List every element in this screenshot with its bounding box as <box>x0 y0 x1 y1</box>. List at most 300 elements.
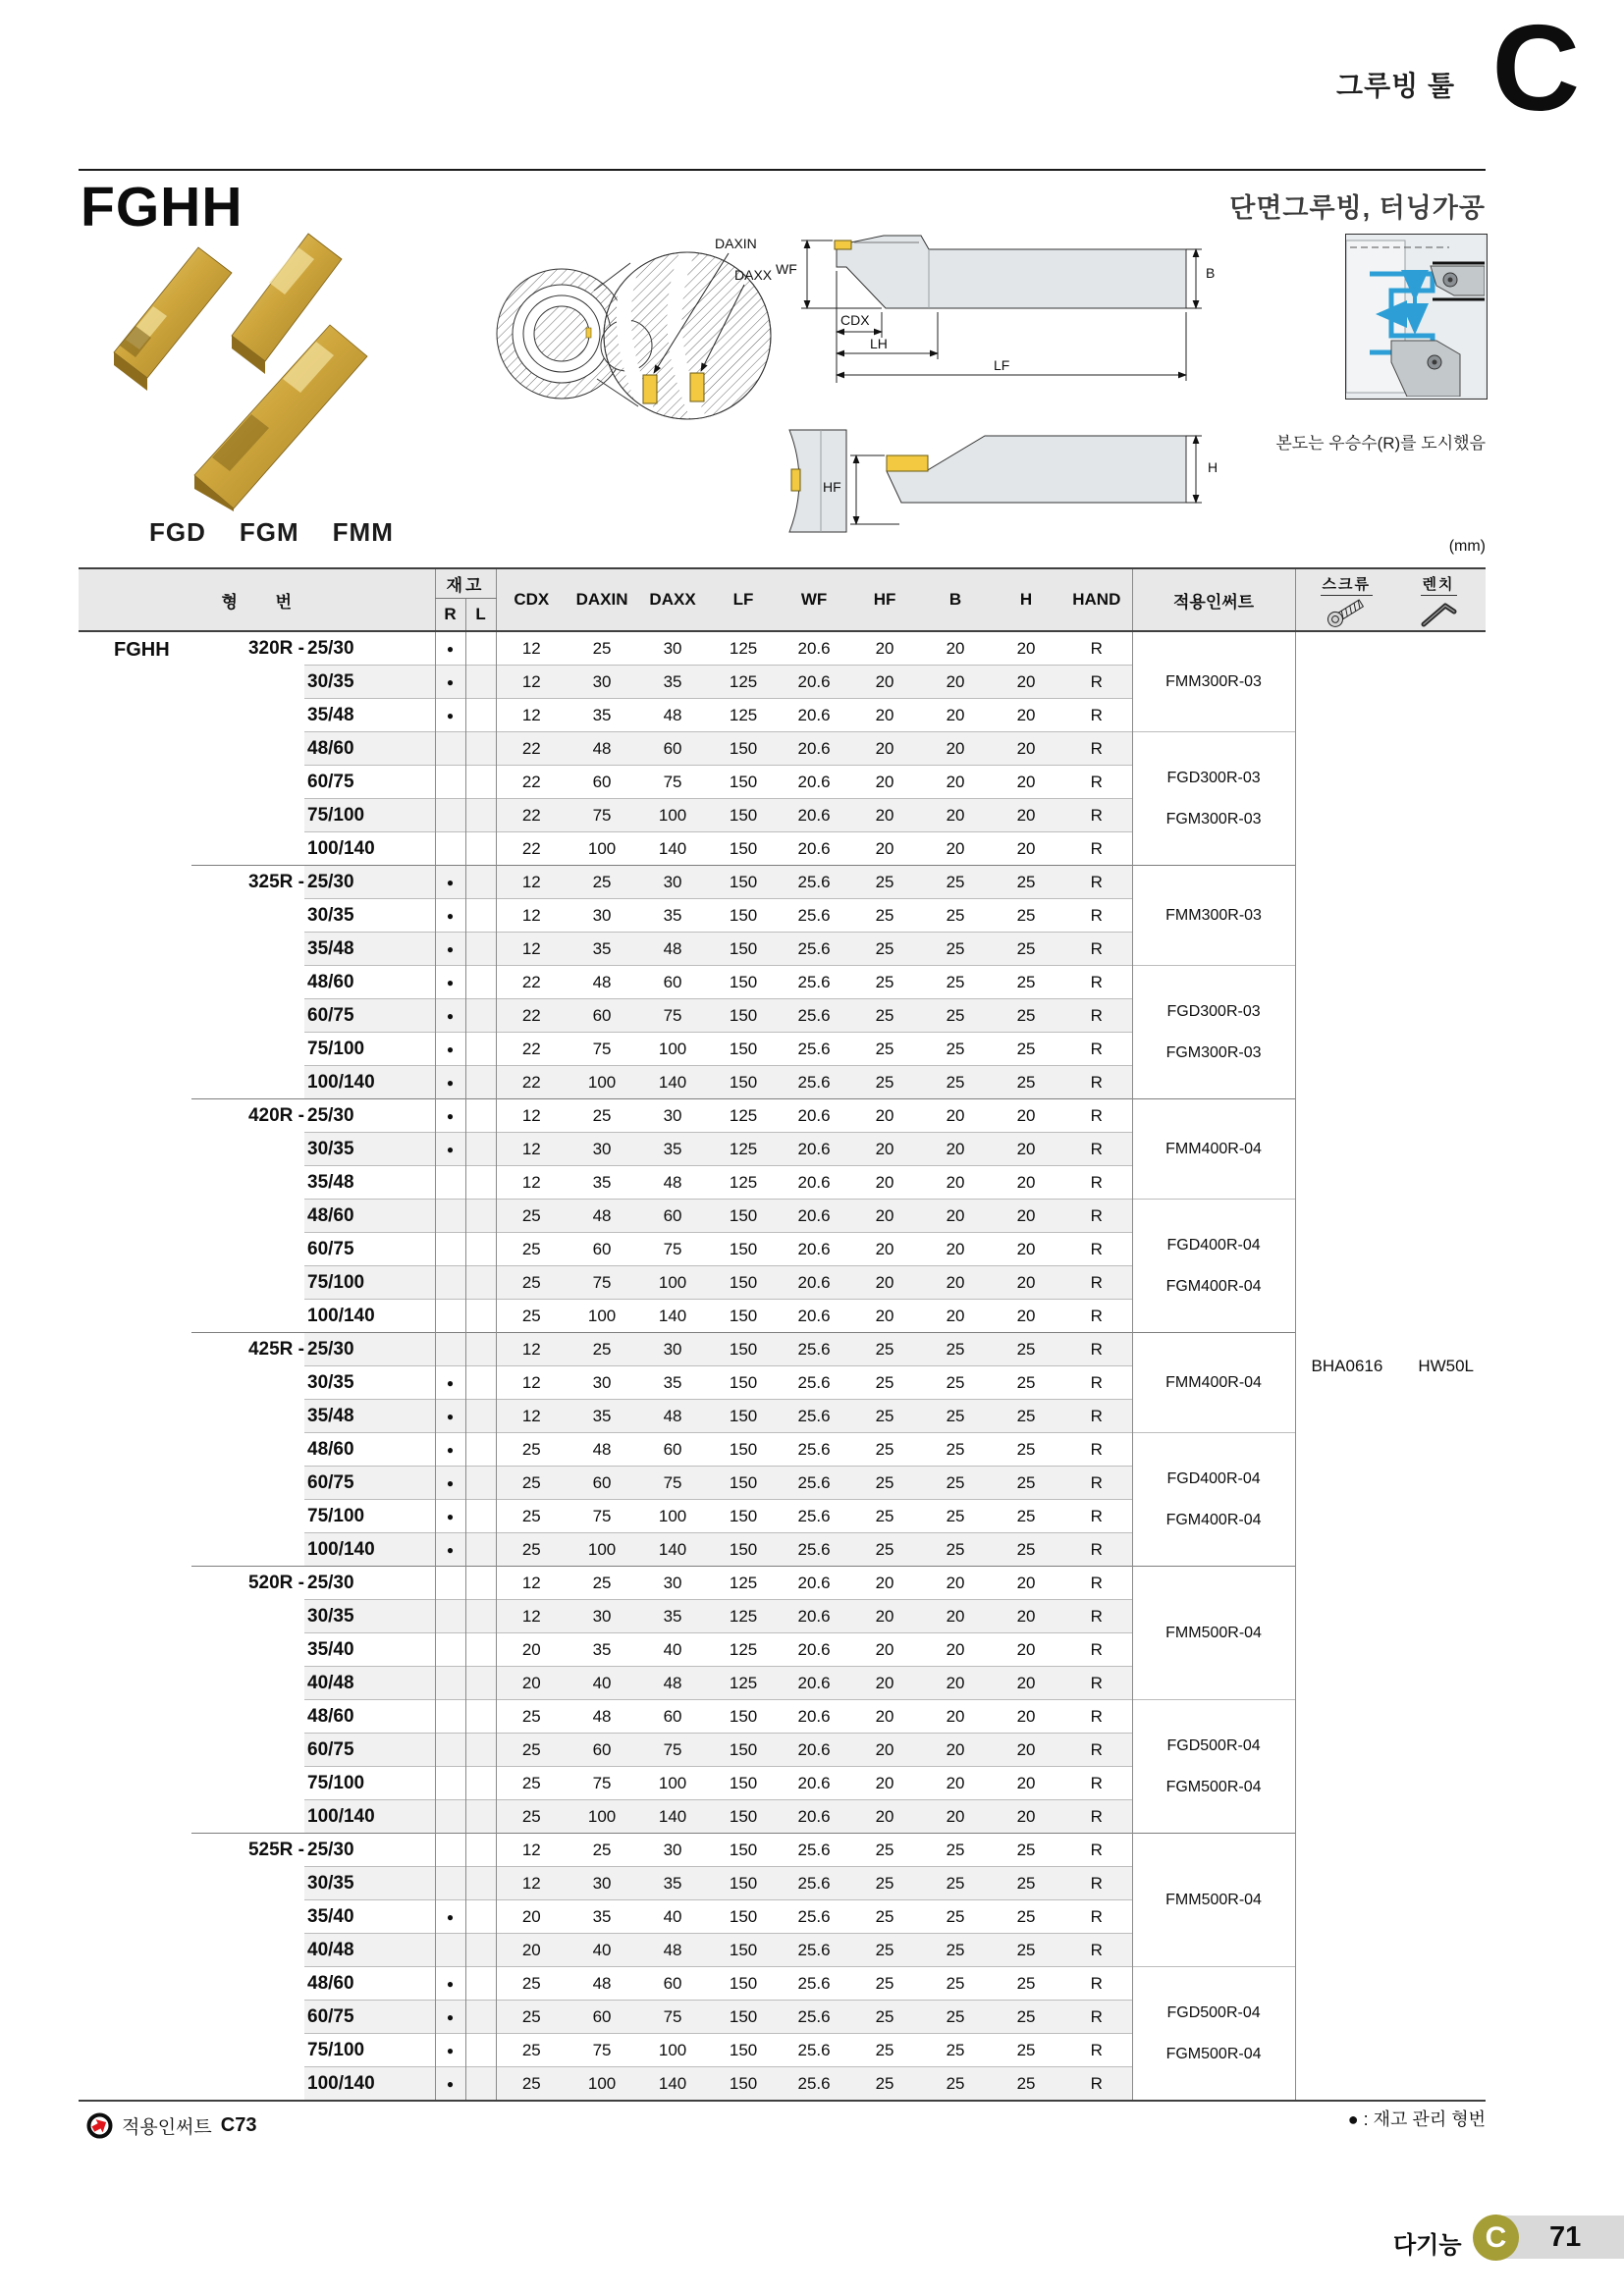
cell-lf: 150 <box>708 1734 779 1767</box>
application-illustration <box>1346 235 1485 397</box>
cell-h: 25 <box>991 899 1061 933</box>
cell-hf: 20 <box>849 1734 920 1767</box>
cell-daxin: 75 <box>567 1266 637 1300</box>
cell-hf: 25 <box>849 933 920 966</box>
category-tab-letter: C <box>1491 1 1577 136</box>
cell-cdx: 22 <box>496 1033 567 1066</box>
cell-wf: 25.6 <box>779 1934 849 1967</box>
cell-daxin: 25 <box>567 1567 637 1600</box>
stock-r-cell: ● <box>435 999 465 1033</box>
stock-r-cell: ● <box>435 899 465 933</box>
cell-hf: 25 <box>849 999 920 1033</box>
size-label: 100/140 <box>304 1533 435 1567</box>
cell-b: 20 <box>920 1300 991 1333</box>
cell-cdx: 22 <box>496 966 567 999</box>
screw-label: 스크류 <box>1321 573 1373 596</box>
insert-name: FGD300R-03 <box>1166 769 1261 786</box>
cell-hand: R <box>1061 766 1132 799</box>
cell-daxin: 48 <box>567 732 637 766</box>
insert-name: FGM500R-04 <box>1165 2045 1262 2062</box>
cell-wf: 20.6 <box>779 699 849 732</box>
screw-icon <box>1324 598 1369 627</box>
cell-daxin: 100 <box>567 832 637 866</box>
cell-wf: 20.6 <box>779 1667 849 1700</box>
cell-daxx: 30 <box>637 1333 708 1366</box>
cell-cdx: 25 <box>496 1700 567 1734</box>
cell-hf: 20 <box>849 1233 920 1266</box>
dim-label-lh: LH <box>870 336 888 351</box>
cell-cdx: 20 <box>496 1667 567 1700</box>
stock-r-cell: ● <box>435 631 465 666</box>
cell-h: 20 <box>991 666 1061 699</box>
cell-cdx: 25 <box>496 1300 567 1333</box>
stock-l-cell <box>465 2001 496 2034</box>
cell-h: 20 <box>991 1300 1061 1333</box>
cell-hf: 25 <box>849 1433 920 1467</box>
insert-ref <box>1132 1433 1295 1567</box>
insert-ref <box>1132 1834 1295 1967</box>
cell-b: 25 <box>920 899 991 933</box>
cell-wf: 25.6 <box>779 2067 849 2102</box>
cell-daxx: 60 <box>637 1700 708 1734</box>
cell-lf: 150 <box>708 966 779 999</box>
stock-r-cell <box>435 1700 465 1734</box>
stock-l-cell <box>465 1133 496 1166</box>
cell-hf: 20 <box>849 766 920 799</box>
cell-cdx: 12 <box>496 1400 567 1433</box>
insert-ref <box>1132 1099 1295 1200</box>
stock-r-cell <box>435 832 465 866</box>
cell-hand: R <box>1061 1233 1132 1266</box>
stock-r-cell <box>435 1867 465 1900</box>
cell-hf: 20 <box>849 1200 920 1233</box>
cell-wf: 20.6 <box>779 1734 849 1767</box>
cell-lf: 125 <box>708 699 779 732</box>
cell-h: 25 <box>991 1500 1061 1533</box>
cell-lf: 125 <box>729 638 758 658</box>
cell-cdx: 12 <box>496 666 567 699</box>
stock-r-cell <box>435 1333 465 1366</box>
insert-ref <box>1132 966 1295 1099</box>
cell-hf: 25 <box>849 1834 920 1867</box>
cell-h: 20 <box>991 1567 1061 1600</box>
cell-wf: 25.6 <box>779 1834 849 1867</box>
cell-daxin: 60 <box>567 2001 637 2034</box>
cell-cdx: 25 <box>496 1533 567 1567</box>
size-label: 100/140 <box>304 1800 435 1834</box>
stock-l-cell <box>465 1734 496 1767</box>
cell-hand: R <box>1061 1734 1132 1767</box>
cell-hand: R <box>1061 1800 1132 1834</box>
size-label: 60/75 <box>304 1734 435 1767</box>
insert-name: FGD400R-04 <box>1166 1236 1261 1254</box>
cell-h: 20 <box>991 1233 1061 1266</box>
stock-l-cell <box>465 1166 496 1200</box>
cell-daxx: 100 <box>637 1500 708 1533</box>
stock-r-cell: ● <box>435 1066 465 1099</box>
cell-cdx: 25 <box>496 1500 567 1533</box>
size-label: 100/140 <box>304 832 435 866</box>
cell-hand: R <box>1061 1533 1132 1567</box>
size-label: 48/60 <box>304 1967 435 2001</box>
cell-cdx: 25 <box>496 1200 567 1233</box>
stock-l-cell <box>465 1300 496 1333</box>
stock-l-cell <box>465 666 496 699</box>
cell-daxx: 35 <box>637 899 708 933</box>
cell-hf: 25 <box>849 1366 920 1400</box>
cell-h: 25 <box>991 1867 1061 1900</box>
cell-daxx: 140 <box>637 1800 708 1834</box>
col-header-hand: HAND <box>1061 568 1132 631</box>
cell-h: 25 <box>991 933 1061 966</box>
size-label: 48/60 <box>304 1700 435 1734</box>
stock-r-cell: ● <box>435 2001 465 2034</box>
cell-b: 20 <box>920 1633 991 1667</box>
cell-b: 20 <box>920 1166 991 1200</box>
stock-l-cell <box>465 866 496 899</box>
cell-wf: 20.6 <box>779 1600 849 1633</box>
size-label: 75/100 <box>304 1033 435 1066</box>
stock-r-cell <box>435 1233 465 1266</box>
cell-lf: 150 <box>708 1900 779 1934</box>
cell-h: 25 <box>991 1333 1061 1366</box>
cell-daxin: 75 <box>567 2034 637 2067</box>
cell-cdx: 25 <box>496 1800 567 1834</box>
cell-lf: 125 <box>708 1567 779 1600</box>
cell-lf: 125 <box>708 1667 779 1700</box>
cell-b: 20 <box>920 1800 991 1834</box>
insert-name: FGD500R-04 <box>1166 2003 1261 2021</box>
cell-b: 20 <box>920 1200 991 1233</box>
size-label: 25/30 <box>304 866 435 899</box>
stock-l-cell <box>465 1967 496 2001</box>
cell-b: 20 <box>920 799 991 832</box>
cell-h: 25 <box>991 1467 1061 1500</box>
stock-l-cell <box>465 1567 496 1600</box>
cell-daxx: 35 <box>637 1867 708 1900</box>
cell-hand: R <box>1061 1467 1132 1500</box>
cell-b: 25 <box>920 2067 991 2102</box>
stock-l-cell <box>465 1500 496 1533</box>
cell-daxin: 75 <box>567 1767 637 1800</box>
cell-wf: 25.6 <box>779 1900 849 1934</box>
cell-cdx: 22 <box>496 732 567 766</box>
cell-cdx: 22 <box>496 999 567 1033</box>
series-fmm: FMM <box>332 517 394 547</box>
cell-h: 25 <box>991 2034 1061 2067</box>
cell-cdx: 20 <box>496 1900 567 1934</box>
cell-hand: R <box>1061 2034 1132 2067</box>
cell-daxin: 25 <box>592 638 612 658</box>
size-label: 48/60 <box>304 732 435 766</box>
cell-hf: 25 <box>849 1533 920 1567</box>
cell-b: 20 <box>920 766 991 799</box>
cell-daxx: 48 <box>637 1934 708 1967</box>
stock-l-cell <box>465 999 496 1033</box>
cell-hand: R <box>1061 1333 1132 1366</box>
dim-label-daxx: DAXX <box>734 267 773 283</box>
cell-lf: 150 <box>708 2034 779 2067</box>
cell-wf: 20.6 <box>779 1133 849 1166</box>
cell-lf: 150 <box>708 1500 779 1533</box>
dim-label-h: H <box>1208 459 1218 475</box>
stock-l-cell <box>465 1333 496 1366</box>
stock-l-cell <box>465 1867 496 1900</box>
cell-hf: 20 <box>849 1567 920 1600</box>
cell-b: 20 <box>920 1567 991 1600</box>
stock-l-cell <box>465 1433 496 1467</box>
cell-hf: 25 <box>849 1400 920 1433</box>
stock-note: ● : 재고 관리 형번 <box>1347 2109 1486 2129</box>
group-label: 520R - <box>191 1567 304 1834</box>
cell-lf: 150 <box>708 1800 779 1834</box>
insert-ref <box>1132 1333 1295 1433</box>
cell-daxx: 140 <box>637 832 708 866</box>
cell-lf: 150 <box>708 732 779 766</box>
cell-lf: 150 <box>708 933 779 966</box>
stock-l-cell <box>465 832 496 866</box>
cell-h: 20 <box>991 799 1061 832</box>
cell-daxin: 60 <box>567 1734 637 1767</box>
cell-b: 20 <box>920 1266 991 1300</box>
size-label: 40/48 <box>304 1667 435 1700</box>
stock-l-cell <box>465 1467 496 1500</box>
stock-r-cell: ● <box>435 2034 465 2067</box>
size-label: 35/48 <box>304 699 435 732</box>
cell-lf: 150 <box>708 1266 779 1300</box>
cell-b: 25 <box>920 1333 991 1366</box>
cell-hf: 20 <box>849 1133 920 1166</box>
cell-h: 20 <box>991 766 1061 799</box>
wrench-icon <box>1416 598 1461 627</box>
stock-l-cell <box>465 1099 496 1133</box>
cell-daxx: 60 <box>637 966 708 999</box>
cell-cdx: 22 <box>496 766 567 799</box>
cell-wf: 25.6 <box>779 1333 849 1366</box>
cell-lf: 125 <box>708 1133 779 1166</box>
cell-b: 25 <box>920 1867 991 1900</box>
cell-hf: 20 <box>849 832 920 866</box>
cell-wf: 20.6 <box>779 1633 849 1667</box>
cell-b: 25 <box>920 1900 991 1934</box>
cell-b: 20 <box>920 699 991 732</box>
group-label: 325R - <box>191 866 304 1099</box>
insert-ref <box>1132 1700 1295 1834</box>
cell-h: 20 <box>991 1099 1061 1133</box>
stock-l-cell <box>465 1533 496 1567</box>
stock-r-cell: ● <box>435 1500 465 1533</box>
cell-daxx: 75 <box>637 999 708 1033</box>
cell-b: 25 <box>920 1500 991 1533</box>
stock-r-cell: ● <box>435 1433 465 1467</box>
cell-cdx: 12 <box>496 899 567 933</box>
screw-value: BHA0616 <box>1311 1356 1383 1375</box>
cell-cdx: 25 <box>496 1967 567 2001</box>
cell-hand: R <box>1061 899 1132 933</box>
cell-daxin: 60 <box>567 766 637 799</box>
cell-cdx: 22 <box>496 799 567 832</box>
cell-lf: 150 <box>708 1300 779 1333</box>
size-label: 40/48 <box>304 1934 435 1967</box>
stock-r-cell: ● <box>435 1033 465 1066</box>
cell-daxin: 30 <box>567 1600 637 1633</box>
cell-daxx: 75 <box>637 1233 708 1266</box>
stock-r-cell <box>435 1300 465 1333</box>
cell-daxin: 30 <box>567 1867 637 1900</box>
cell-hand: R <box>1061 866 1132 899</box>
cell-h: 20 <box>991 1266 1061 1300</box>
cell-hand: R <box>1061 1834 1132 1867</box>
cell-hand: R <box>1090 638 1103 658</box>
cell-daxin: 100 <box>567 1533 637 1567</box>
cell-lf: 125 <box>708 666 779 699</box>
cell-h: 20 <box>991 1667 1061 1700</box>
cell-cdx: 25 <box>496 1734 567 1767</box>
series-fgd: FGD <box>149 517 206 547</box>
cell-daxin: 40 <box>567 1934 637 1967</box>
cell-daxin: 48 <box>567 1967 637 2001</box>
cell-hand: R <box>1061 1867 1132 1900</box>
size-label: 35/40 <box>304 1633 435 1667</box>
dim-label-daxin: DAXIN <box>715 236 757 251</box>
cell-hf: 25 <box>849 1867 920 1900</box>
cell-lf: 150 <box>708 1967 779 2001</box>
size-label: 75/100 <box>304 1767 435 1800</box>
cell-hf: 25 <box>849 1967 920 2001</box>
cell-hand: R <box>1061 666 1132 699</box>
cell-hand: R <box>1061 1200 1132 1233</box>
wrench-value: HW50L <box>1418 1356 1475 1375</box>
cell-lf: 150 <box>708 799 779 832</box>
insert-ref <box>1132 1967 1295 2102</box>
cell-daxx: 140 <box>637 1066 708 1099</box>
dim-label-wf: WF <box>776 261 797 277</box>
size-label: 60/75 <box>304 1467 435 1500</box>
stock-l-cell <box>465 1200 496 1233</box>
stock-r-cell: ● <box>435 1967 465 2001</box>
insert-ref <box>1132 631 1295 732</box>
cell-cdx: 12 <box>496 631 567 666</box>
cell-hand: R <box>1061 1033 1132 1066</box>
cell-hand: R <box>1061 1266 1132 1300</box>
cell-b: 20 <box>920 1700 991 1734</box>
cell-wf: 25.6 <box>779 1366 849 1400</box>
cell-wf: 25.6 <box>779 1467 849 1500</box>
cell-daxin: 30 <box>567 1366 637 1400</box>
cell-wf: 25.6 <box>779 966 849 999</box>
cell-daxx: 48 <box>637 1166 708 1200</box>
cell-wf: 25.6 <box>779 866 849 899</box>
cell-daxx: 48 <box>637 1667 708 1700</box>
cell-wf: 20.6 <box>779 1300 849 1333</box>
cell-wf: 25.6 <box>779 1967 849 2001</box>
stock-r-cell: ● <box>435 1900 465 1934</box>
cell-wf: 25.6 <box>779 933 849 966</box>
col-header-stock-l: L <box>465 598 496 631</box>
cell-h: 25 <box>991 1967 1061 2001</box>
cell-daxx: 75 <box>637 2001 708 2034</box>
size-label: 30/35 <box>304 666 435 699</box>
cell-daxin: 35 <box>567 1633 637 1667</box>
cell-lf: 150 <box>708 866 779 899</box>
cell-cdx: 12 <box>496 1600 567 1633</box>
page-title: FGHH <box>81 176 244 239</box>
insert-ref-page: C73 <box>220 2114 257 2136</box>
insert-name: FGM300R-03 <box>1165 1043 1262 1061</box>
cell-h: 25 <box>991 1834 1061 1867</box>
cell-daxx: 30 <box>637 1834 708 1867</box>
cell-h: 25 <box>991 966 1061 999</box>
cell-daxin: 40 <box>567 1667 637 1700</box>
size-label: 75/100 <box>304 1500 435 1533</box>
application-photo <box>1345 234 1488 400</box>
cell-hand: R <box>1061 1967 1132 2001</box>
cell-hf: 20 <box>849 1266 920 1300</box>
cell-lf: 150 <box>708 832 779 866</box>
cell-h: 20 <box>991 1767 1061 1800</box>
footer-section-label: 다기능 <box>1393 2232 1462 2259</box>
group-label: 320R - <box>191 631 304 866</box>
cell-hf: 20 <box>849 799 920 832</box>
cell-cdx: 12 <box>496 1834 567 1867</box>
stock-l-cell <box>465 1667 496 1700</box>
stock-r-cell: ● <box>435 699 465 732</box>
cell-daxin: 100 <box>567 1300 637 1333</box>
cell-daxin: 35 <box>567 1166 637 1200</box>
cell-b: 25 <box>920 1967 991 2001</box>
stock-l-cell <box>465 1700 496 1734</box>
cell-daxx: 35 <box>637 1133 708 1166</box>
stock-l-cell <box>465 2034 496 2067</box>
cell-h: 25 <box>991 1400 1061 1433</box>
size-label: 30/35 <box>304 899 435 933</box>
stock-r-cell: ● <box>435 966 465 999</box>
cell-h: 20 <box>991 1700 1061 1734</box>
col-header-cdx: CDX <box>496 568 567 631</box>
cell-daxx: 60 <box>637 1200 708 1233</box>
cell-wf: 25.6 <box>779 1533 849 1567</box>
stock-r-cell: ● <box>435 1467 465 1500</box>
cell-hf: 20 <box>849 1600 920 1633</box>
stock-l-cell <box>465 732 496 766</box>
cell-hf: 20 <box>849 1166 920 1200</box>
stock-l-cell <box>465 799 496 832</box>
cell-daxx: 40 <box>637 1633 708 1667</box>
stock-r-cell <box>435 1767 465 1800</box>
size-label: 75/100 <box>304 2034 435 2067</box>
size-label: 30/35 <box>304 1600 435 1633</box>
stock-r-cell <box>435 1600 465 1633</box>
cell-daxin: 48 <box>567 1700 637 1734</box>
stock-r-cell: ● <box>435 866 465 899</box>
cell-hf: 20 <box>849 1700 920 1734</box>
cell-lf: 150 <box>708 1233 779 1266</box>
stock-r-cell <box>435 1934 465 1967</box>
cell-wf: 20.6 <box>779 666 849 699</box>
photo-caption: 본도는 우승수(R)를 도시했음 <box>1275 434 1486 453</box>
cell-hf: 20 <box>849 732 920 766</box>
size-label: 25/30 <box>307 637 354 659</box>
stock-l-cell <box>465 2067 496 2102</box>
cell-b: 20 <box>920 732 991 766</box>
size-label: 35/48 <box>304 933 435 966</box>
cell-daxin: 60 <box>567 1233 637 1266</box>
size-label: 35/48 <box>304 1166 435 1200</box>
stock-l-cell <box>465 631 496 666</box>
cell-hf: 25 <box>849 1333 920 1366</box>
stock-l-cell <box>465 699 496 732</box>
cell-wf: 20.6 <box>779 1233 849 1266</box>
